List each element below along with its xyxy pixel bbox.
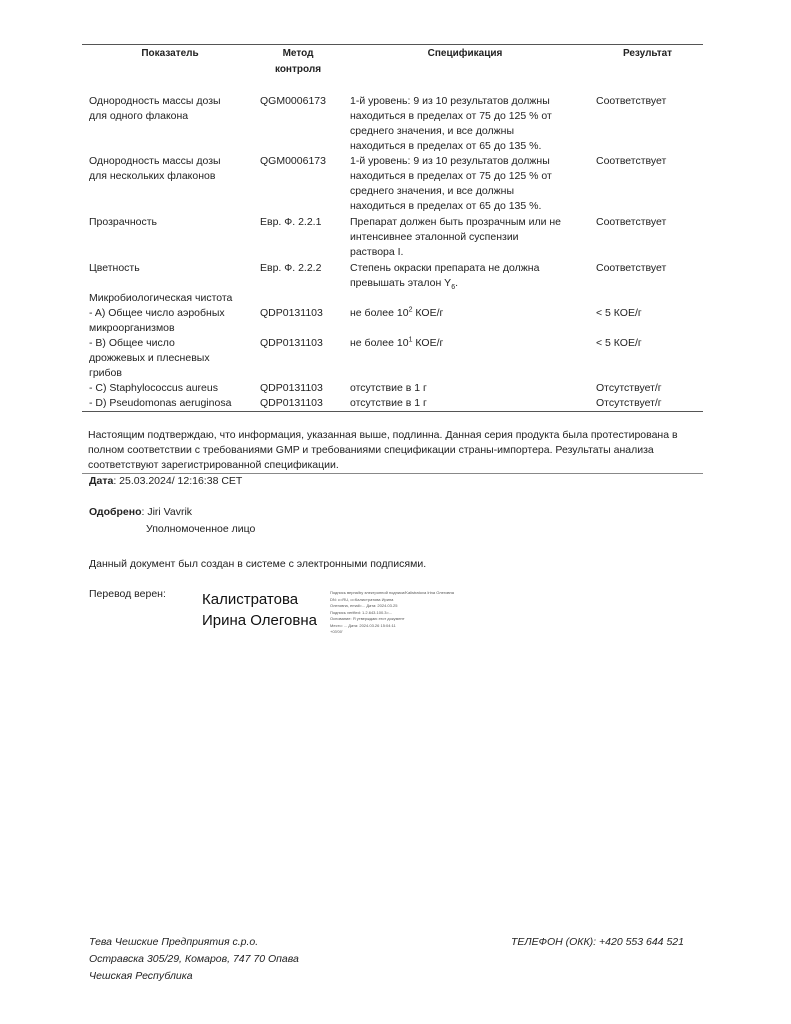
header-spec: Спецификация <box>427 48 503 59</box>
footer-phone: ТЕЛЕФОН (ОКК): +420 553 644 521 <box>511 936 684 948</box>
date-line: Дата: 25.03.2024/ 12:16:38 CET <box>89 475 243 487</box>
micro-b-result: < 5 КОЕ/г <box>596 337 642 349</box>
micro-c-indicator: - C) Staphylococcus aureus <box>89 382 218 394</box>
header-result: Результат <box>622 48 673 59</box>
micro-b-indicator: - B) Общее число дрожжевых и плесневых грибов <box>89 337 210 379</box>
row2-spec: 1-й уровень: 9 из 10 результатов должны находиться в пределах от 75 до 125 % от среднего значения, и все должны находиться в пределах от 65 до 135 %. <box>350 155 552 212</box>
micro-a-indicator: - A) Общее число аэробных микроорганизмов <box>89 307 225 334</box>
row3-result: Соответствует <box>596 216 667 228</box>
micro-d-indicator: - D) Pseudomonas aeruginosa <box>89 397 232 409</box>
translator-surname: Калистратова <box>202 591 299 608</box>
row1-method: QGM0006173 <box>260 95 326 107</box>
row1-indicator: Однородность массы дозы для одного флакона <box>89 95 221 122</box>
micro-c-spec: отсутствие в 1 г <box>350 382 427 394</box>
micro-b-spec: не более $10^1$ КОЕ/г <box>350 336 444 349</box>
micro-a-spec: не более $10^2$ КОЕ/г <box>350 306 444 319</box>
footer-address: Тева Чешские Предприятия с.р.о. Остравска 305/29, Комаров, 747 70 Опава Чешская Республика <box>89 936 299 982</box>
micro-title: Микробиологическая чистота <box>89 292 233 304</box>
table-top-rule <box>82 44 703 45</box>
row2-method: QGM0006173 <box>260 155 326 167</box>
micro-a-result: < 5 КОЕ/г <box>596 307 642 319</box>
table-bottom-rule <box>82 411 703 412</box>
row2-result: Соответствует <box>596 155 667 167</box>
micro-d-method: QDP0131103 <box>260 397 323 409</box>
micro-c-method: QDP0131103 <box>260 382 323 394</box>
confirmation-text: Настоящим подтверждаю, что информация, указанная выше, подлинна. Данная серия продукта была протестирована в полном соответствии с требованиями GMP и требованиями спецификации страны-импортера. Результаты анализа соответствуют зарегистрированной спецификации. <box>88 429 678 471</box>
row3-spec: Препарат должен быть прозрачным или не интенсивнее эталонной суспензии раствора I. <box>350 216 561 258</box>
approved-line: Одобрено: Jiri Vavrik <box>89 506 193 518</box>
approved-role: Уполномоченное лицо <box>146 523 256 535</box>
translator-name: Ирина Олеговна <box>202 612 317 629</box>
row1-spec: 1-й уровень: 9 из 10 результатов должны находиться в пределах от 75 до 125 % от среднего значения, и все должны находиться в пределах от 65 до 135 %. <box>350 95 552 152</box>
row1-result: Соответствует <box>596 95 667 107</box>
header-indicator: Показатель <box>141 48 199 59</box>
row3-indicator: Прозрачность <box>89 216 158 228</box>
row4-method: Евр. Ф. 2.2.2 <box>260 262 322 274</box>
row2-indicator: Однородность массы дозы для нескольких флаконов <box>89 155 221 182</box>
digital-signature-details: Подпись верна/by электронной подписи/Kalistratova Irina Олеговна DN: с=RU, o=Калистратова Ирина Олеговна, email=... Дата: 2024.03.25 Подпись verified: 1.2.643.100.3=... Основание: Я утверждаю этот документ Место: ... Дата: 2024.03.26 15:04:11 +03'00' <box>330 590 454 634</box>
header-method: Метод контроля <box>274 48 322 75</box>
micro-d-result: Отсутствует/г <box>596 397 662 409</box>
row3-method: Евр. Ф. 2.2.1 <box>260 216 322 228</box>
micro-d-spec: отсутствие в 1 г <box>350 397 427 409</box>
row4-indicator: Цветность <box>89 262 140 274</box>
micro-c-result: Отсутствует/г <box>596 382 662 394</box>
row4-result: Соответствует <box>596 262 667 274</box>
translation-label: Перевод верен: <box>89 588 166 600</box>
micro-b-method: QDP0131103 <box>260 337 323 349</box>
micro-a-method: QDP0131103 <box>260 307 323 319</box>
row4-spec: Степень окраски препарата не должна превышать эталон $Y_6$. <box>350 262 540 292</box>
esign-note: Данный документ был создан в системе с электронными подписями. <box>89 558 427 570</box>
